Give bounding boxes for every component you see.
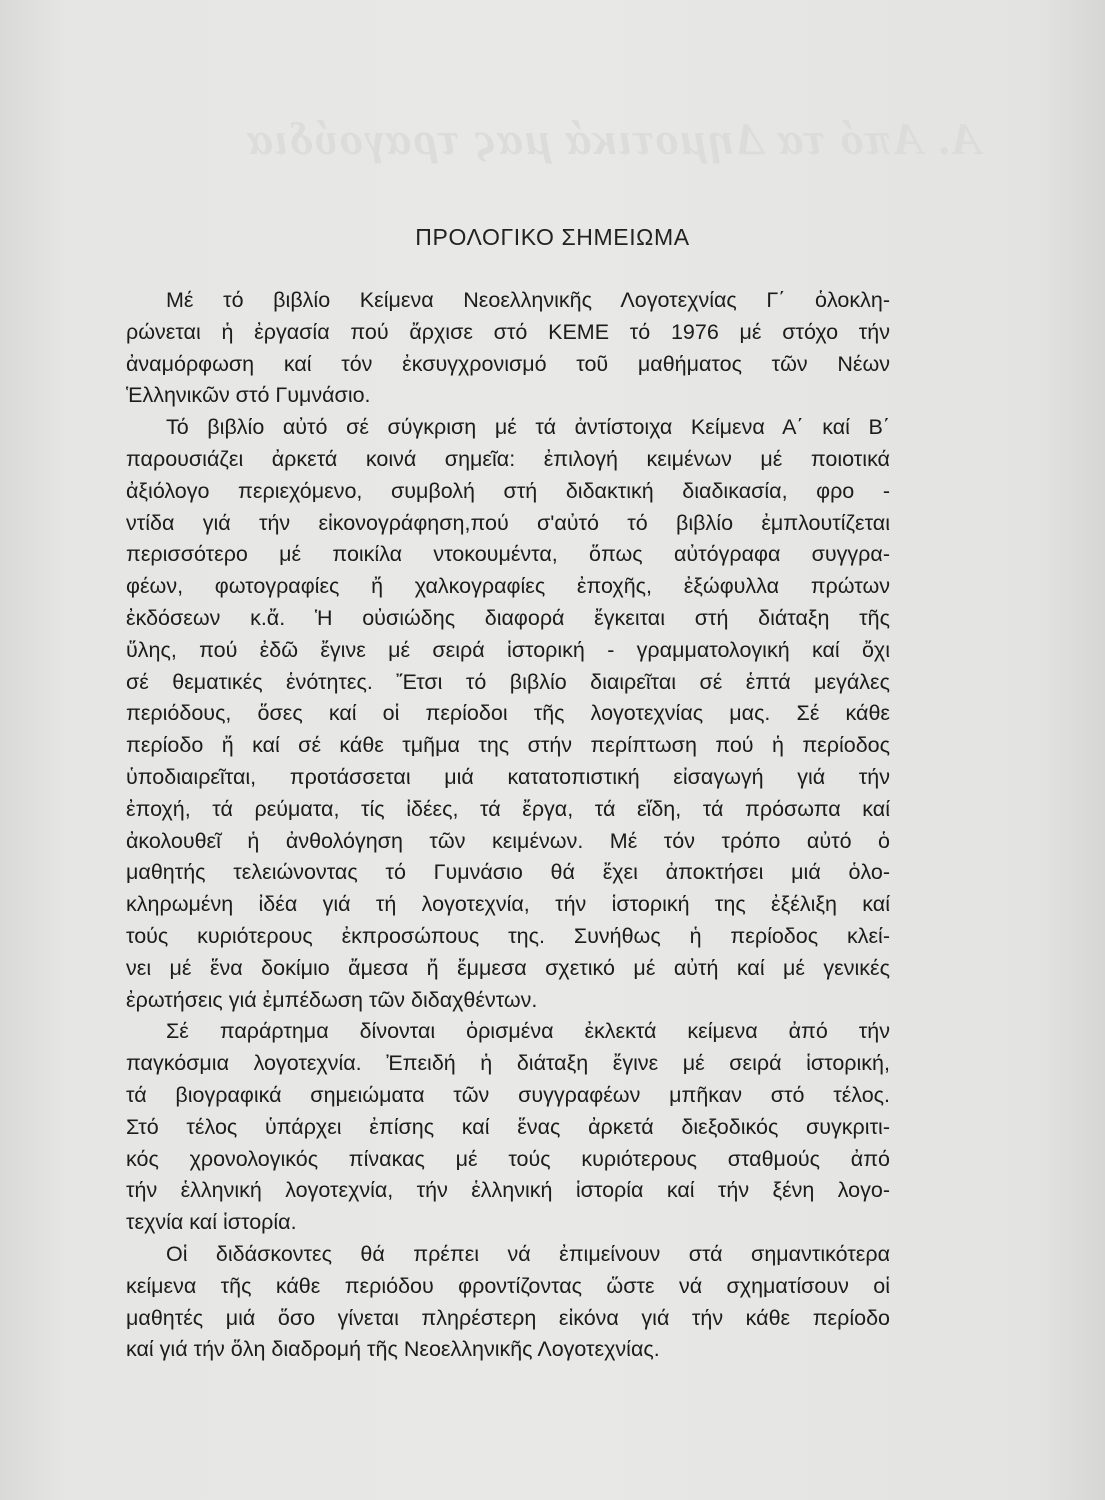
page-title: ΠΡΟΛΟΓΙΚΟ ΣΗΜΕΙΩΜΑ	[415, 224, 690, 250]
text-line: φέων, φωτογραφίες ἤ χαλκογραφίες ἐποχῆς, ἐξώφυλλα πρώτων	[126, 574, 890, 599]
text-line: ἐκδόσεων κ.ἄ. Ἡ οὐσιώδης διαφορά ἔγκειται στή διάταξη τῆς	[126, 605, 890, 630]
text-line: μαθητής τελειώνοντας τό Γυμνάσιο θά ἔχει ἀποκτήσει μιά ὁλο-	[126, 860, 890, 885]
text-line: ἐρωτήσεις γιά ἐμπέδωση τῶν διδαχθέντων.	[126, 987, 538, 1012]
text-line: κληρωμένη ἰδέα γιά τή λογοτεχνία, τήν ἱστορική της ἐξέλιξη καί	[126, 892, 890, 917]
text-line: παγκόσμια λογοτεχνία. Ἐπειδή ἡ διάταξη ἔγινε μέ σειρά ἱστορική,	[126, 1051, 890, 1076]
text-line: κείμενα τῆς κάθε περιόδου φροντίζοντας ὥστε νά σχηματίσουν οἱ	[126, 1273, 890, 1298]
paragraph-3	[126, 1016, 890, 1239]
paragraph-2	[126, 412, 890, 1016]
text-line: Οἱ διδάσκοντες θά πρέπει νά ἐπιμείνουν στά σημαντικότερα	[166, 1241, 890, 1266]
text-line: Μέ τό βιβλίο Κείμενα Νεοελληνικῆς Λογοτεχνίας Γ΄ ὁλοκλη-	[166, 288, 890, 312]
text-line: Σέ παράρτημα δίνονται ὁρισμένα ἐκλεκτά κείμενα ἀπό τήν	[166, 1019, 890, 1044]
text-line: περισσότερο μέ ποικίλα ντοκουμέντα, ὅπως αὐτόγραφα συγγρα-	[126, 542, 890, 567]
text-line: μαθητές μιά ὅσο γίνεται πληρέστερη εἰκόνα γιά τήν κάθε περίοδο	[126, 1305, 890, 1330]
text-line: ἐποχή, τά ρεύματα, τίς ἰδέες, τά ἔργα, τά εἴδη, τά πρόσωπα καί	[126, 796, 890, 821]
text-line: κός χρονολογικός πίνακας μέ τούς κυριότερους σταθμούς ἀπό	[126, 1146, 890, 1171]
text-line: σέ θεματικές ἑνότητες. Ἔτσι τό βιβλίο διαιρεῖται σέ ἑπτά μεγάλες	[126, 669, 890, 694]
text-line: ντίδα γιά τήν εἰκονογράφηση,πού σ'αὐτό τό βιβλίο ἐμπλουτίζεται	[126, 510, 890, 535]
text-line: ρώνεται ἡ ἐργασία πού ἄρχισε στό ΚΕΜΕ τό 1976 μέ στόχο τήν	[126, 319, 890, 344]
text-line: ἀξιόλογο περιεχόμενο, συμβολή στή διδακτική διαδικασία, φρο -	[126, 478, 890, 503]
text-line: τούς κυριότερους ἐκπροσώπους της. Συνήθως ἡ περίοδος κλεί-	[126, 923, 890, 948]
text-line: ὕλης, πού ἐδῶ ἔγινε μέ σειρά ἱστορική - γραμματολογική καί ὄχι	[126, 637, 890, 662]
text-line: περίοδο ἤ καί σέ κάθε τμῆμα της στήν περίπτωση πού ἡ περίοδος	[126, 733, 890, 758]
text-line: ὑποδιαιρεῖται, προτάσσεται μιά κατατοπιστική εἰσαγωγή γιά τήν	[126, 764, 890, 789]
text-line: τά βιογραφικά σημειώματα τῶν συγγραφέων μπῆκαν στό τέλος.	[126, 1082, 890, 1107]
text-line: ἀναμόρφωση καί τόν ἐκσυγχρονισμό τοῦ μαθήματος τῶν Νέων	[126, 351, 890, 376]
paragraph-4	[126, 1239, 890, 1366]
text-line: περιόδους, ὅσες καί οἱ περίοδοι τῆς λογοτεχνίας μας. Σέ κάθε	[126, 701, 890, 726]
text-line: νει μέ ἕνα δοκίμιο ἄμεσα ἤ ἔμμεσα σχετικό μέ αὐτή καί μέ γενικές	[126, 955, 890, 980]
text-line: Στό τέλος ὑπάρχει ἐπίσης καί ἕνας ἀρκετά διεξοδικός συγκριτι-	[126, 1114, 890, 1139]
text-line: παρουσιάζει ἀρκετά κοινά σημεῖα: ἐπιλογή κειμένων μέ ποιοτικά	[126, 446, 890, 471]
text-line: τεχνία καί ἱστορία.	[126, 1210, 297, 1235]
text-line: ἀκολουθεῖ ἡ ἀνθολόγηση τῶν κειμένων. Μέ τόν τρόπο αὐτό ὁ	[126, 828, 890, 853]
text-line: Τό βιβλίο αὐτό σέ σύγκριση μέ τά ἀντίστοιχα Κείμενα Α΄ καί Β΄	[166, 415, 890, 440]
text-line: τήν ἑλληνική λογοτεχνία, τήν ἑλληνική ἱστορία καί τήν ξένη λογο-	[126, 1178, 890, 1203]
paragraph-1	[126, 285, 890, 412]
bleed-through-title: Α. Από τα Δημοτικά μας τραγούδια	[245, 113, 981, 164]
prologue-body	[126, 285, 890, 1366]
text-line: Ἑλληνικῶν στό Γυμνάσιο.	[126, 383, 371, 408]
text-line: καί γιά τήν ὅλη διαδρομή τῆς Νεοελληνικῆς Λογοτεχνίας.	[126, 1337, 660, 1362]
